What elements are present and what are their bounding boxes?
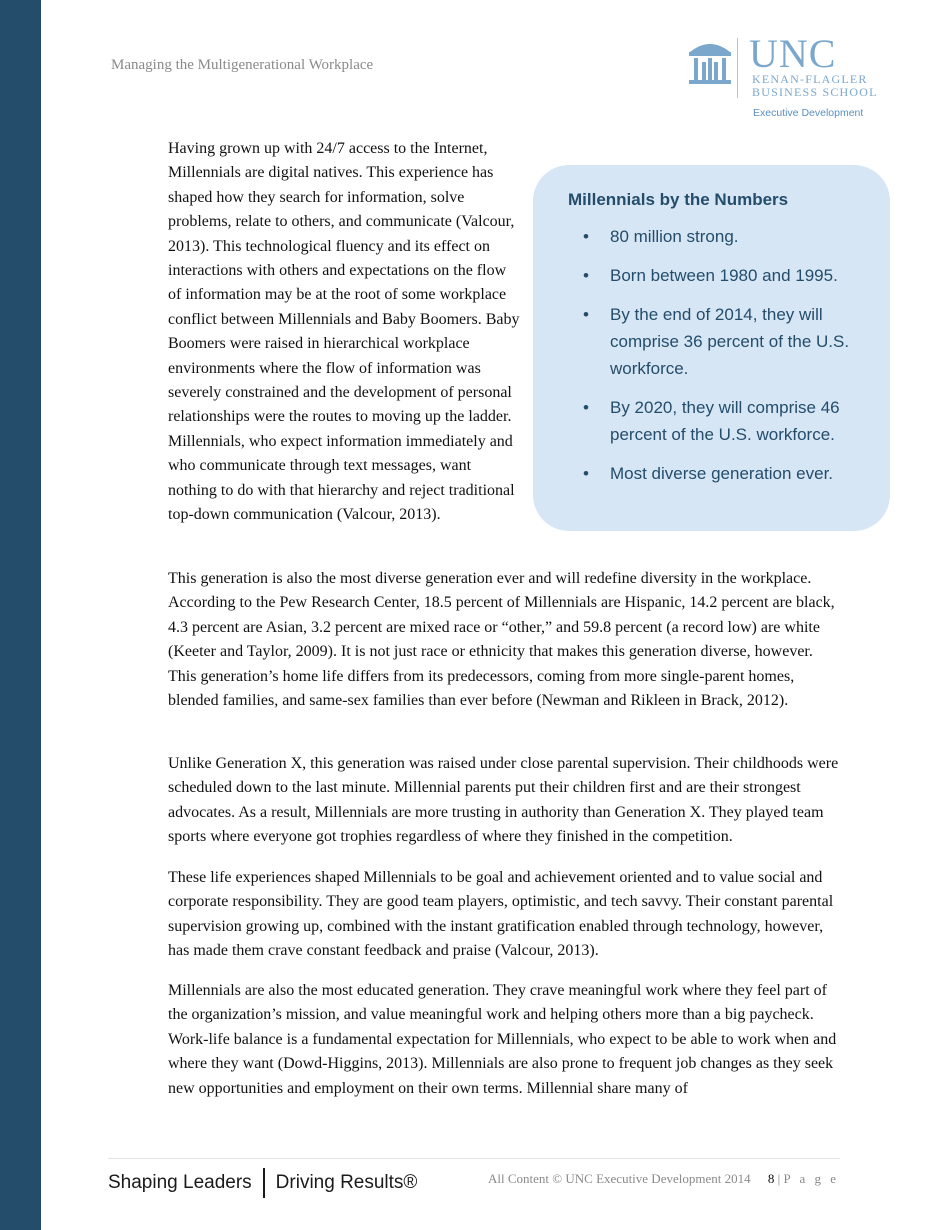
logo-school-line2: BUSINESS SCHOOL <box>752 85 878 99</box>
bullet-icon: • <box>583 464 589 483</box>
footer-copyright: All Content © UNC Executive Development 2014 <box>487 1171 751 1186</box>
left-sidebar-band <box>0 0 41 1230</box>
bullet-icon: • <box>583 305 589 324</box>
bullet-icon: • <box>583 266 589 285</box>
bullet-icon: • <box>583 227 589 246</box>
callout-item <box>533 262 890 289</box>
callout-item-text: By the end of 2014, they will comprise 36 percent of the U.S. workforce. <box>610 305 850 378</box>
body-paragraph-education: Millennials are also the most educated generation. They crave meaningful work where they feel part of the organization’s mission, and value meaningful work and helping others more than a big paycheck. Work-life balance is a fundamental expectation for Millennials, who expect to be able to work when and where they want (Dowd-Higgins, 2013). Millennials are also prone to frequent job changes as they seek new opportunities and employment on their own terms. Millennial share many of <box>168 982 837 1097</box>
millennials-callout-box <box>533 165 890 531</box>
callout-item <box>533 223 890 250</box>
running-header-title: Managing the Multigenerational Workplace <box>111 57 374 73</box>
tagline-separator <box>263 1168 265 1198</box>
page-separator: | <box>777 1171 781 1186</box>
callout-item-text: Born between 1980 and 1995. <box>610 266 838 285</box>
logo-unc-text: UNC <box>749 31 837 76</box>
page-label: P a g e <box>783 1171 839 1186</box>
footer-tagline <box>108 1168 417 1198</box>
callout-item-text: Most diverse generation ever. <box>610 464 834 483</box>
unc-logo <box>686 31 896 122</box>
tagline-right: Driving Results® <box>275 1172 418 1193</box>
body-paragraph-life-experiences: These life experiences shaped Millennials to be goal and achievement oriented and to value social and corporate responsibility. They are good team players, optimistic, and tech savvy. Their constant parental supervision growing up, combined with the instant gratification enabled through technology, however, has made them crave constant feedback and praise (Valcour, 2013). <box>168 869 834 960</box>
callout-item <box>533 460 890 487</box>
callout-item-text: 80 million strong. <box>610 227 739 246</box>
callout-item <box>533 301 890 382</box>
page-number: 8 <box>767 1171 775 1186</box>
callout-list <box>533 223 890 499</box>
logo-executive-development: Executive Development <box>753 107 864 119</box>
callout-item-text: By 2020, they will comprise 46 percent of the U.S. workforce. <box>610 398 840 444</box>
logo-divider <box>737 38 738 98</box>
logo-school-line1: KENAN-FLAGLER <box>752 72 868 86</box>
body-paragraph-diversity: This generation is also the most diverse generation ever and will redefine diversity in the workplace. According to the Pew Research Center, 18.5 percent of Millennials are Hispanic, 14.2 percent are black, 4.3 percent are Asian, 3.2 percent are mixed race or “other,” and 59.8 percent (a record low) are white (Keeter and Taylor, 2009). It is not just race or ethnicity that makes this generation diverse, however. This generation’s home life differs from its predecessors, coming from more single-parent homes, blended families, and same-sex families than ever before (Newman and Rikleen in Brack, 2012). <box>168 570 835 710</box>
footer-divider <box>108 1158 840 1159</box>
footer-page-info <box>488 1171 839 1187</box>
intro-paragraph: Having grown up with 24/7 access to the Internet, Millennials are digital natives. This experience has shaped how they search for information, solve problems, relate to others, and communicate (Valcour, 2013). This technological fluency and its effect on interactions with others and expectations on the flow of information may be at the root of some workplace conflict between Millennials and Baby Boomers. Baby Boomers were raised in hierarchical workplace environments where the flow of information was severely constrained and the development of personal relationships were the routes to moving up the ladder. Millennials, who expect information immediately and who communicate through text messages, want nothing to do with that hierarchy and reject traditional top-down communication (Valcour, 2013). <box>168 140 520 524</box>
callout-item <box>533 394 890 448</box>
callout-title: Millennials by the Numbers <box>568 190 789 209</box>
body-paragraph-parental-supervision: Unlike Generation X, this generation was raised under close parental supervision. Their childhoods were scheduled down to the last minute. Millennial parents put their children first and are their strongest advocates. As a result, Millennials are more trusting in authority than Generation X. They played team sports where everyone got trophies regardless of where they finished in the competition. <box>168 755 839 846</box>
logo-school-name <box>752 73 878 99</box>
bullet-icon: • <box>583 398 589 417</box>
tagline-left: Shaping Leaders <box>108 1172 252 1193</box>
old-well-icon <box>686 38 734 88</box>
